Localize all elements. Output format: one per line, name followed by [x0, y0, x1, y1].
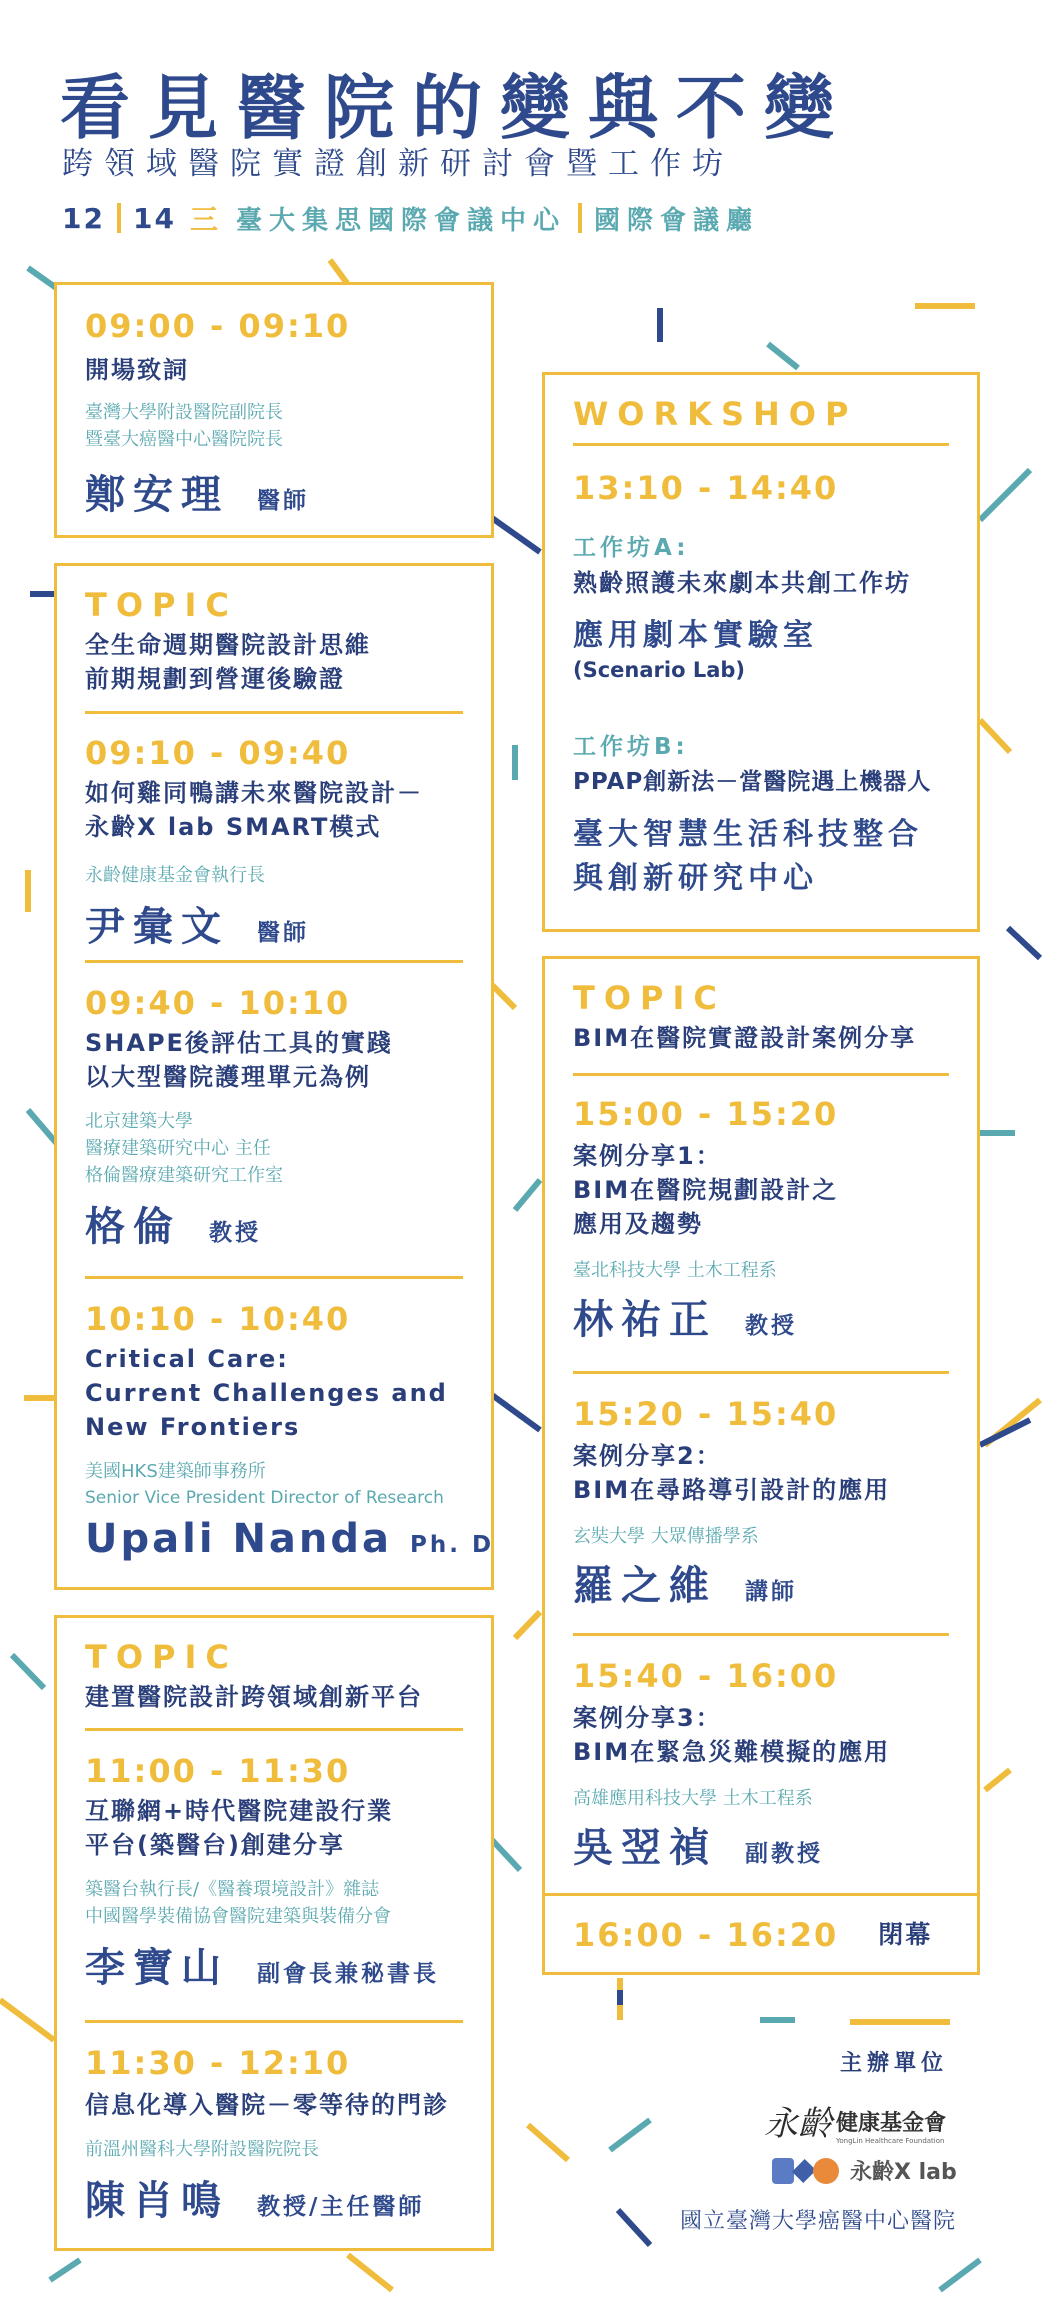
xlab-name: 永齡X lab: [850, 2160, 957, 2185]
opening-box: [54, 282, 494, 538]
session-title: New Frontiers: [85, 1413, 301, 1441]
speaker-name: 格倫: [85, 1204, 181, 1250]
topic-label: TOPIC: [85, 586, 238, 624]
topic-label: TOPIC: [85, 1638, 238, 1676]
subtitle: 跨領域醫院實證創新研討會暨工作坊: [62, 146, 734, 182]
venue: 臺大集思國際會議中心: [235, 205, 566, 236]
topic3-box: [542, 956, 980, 1896]
topic-title: 建置醫院設計跨領域創新平台: [85, 1683, 423, 1711]
main-title: 看見醫院的變與不變: [60, 67, 852, 149]
speaker-affiliation: 築醫台執行長/《醫養環境設計》雜誌: [85, 1879, 380, 1900]
session-title: BIM在緊急災難模擬的應用: [573, 1738, 891, 1766]
speaker-affiliation: 前溫州醫科大學附設醫院院長: [85, 2139, 319, 2160]
speaker: [85, 1516, 495, 1562]
session-time: 09:00 - 09:10: [85, 307, 351, 345]
speaker-affiliation: 永齡健康基金會執行長: [85, 865, 265, 886]
event-weekday: 三: [189, 203, 218, 236]
workshop-b-title: PPAP創新法－當醫院遇上機器人: [573, 769, 932, 795]
workshop-box: [542, 372, 980, 932]
session-title: 如何雞同鴨講未來醫院設計－: [85, 779, 423, 807]
session-time: 15:40 - 16:00: [573, 1657, 839, 1695]
workshop-a-label: 工作坊A:: [573, 535, 690, 561]
workshop-b-host: 臺大智慧生活科技整合: [573, 817, 923, 852]
speaker-name: Upali Nanda: [85, 1516, 393, 1562]
speaker-title: 教授: [745, 1313, 797, 1339]
speaker-name: 尹彙文: [85, 904, 229, 950]
ntuh-cancer-center: 國立臺灣大學癌醫中心醫院: [680, 2209, 957, 2234]
speaker: [573, 1816, 949, 1873]
workshop-b-host: 與創新研究中心: [573, 861, 818, 896]
speaker-affiliation: 格倫醫療建築研究工作室: [85, 1165, 283, 1186]
session-title: BIM在尋路導引設計的應用: [573, 1476, 891, 1504]
separator: [85, 711, 463, 714]
speaker-affiliation: 北京建築大學: [85, 1111, 193, 1132]
speaker: [573, 1288, 949, 1345]
speaker-affiliation: 醫療建築研究中心 主任: [85, 1138, 271, 1159]
topic-title: 全生命週期醫院設計思維: [85, 631, 371, 659]
xlab-icon: [770, 2156, 842, 2186]
speaker-title: 講師: [745, 1579, 797, 1605]
workshop-b-label: 工作坊B:: [573, 734, 689, 760]
session-time: 13:10 - 14:40: [573, 469, 839, 507]
session-time: 11:30 - 12:10: [85, 2044, 351, 2082]
workshop-label: WORKSHOP: [573, 395, 858, 433]
separator: [573, 443, 949, 446]
speaker-affiliation: 美國HKS建築師事務所: [85, 1461, 266, 1482]
topic-label: TOPIC: [573, 979, 726, 1017]
speaker-name: 鄭安理: [85, 472, 229, 518]
session-title: 應用及趨勢: [573, 1210, 703, 1238]
session-title: Current Challenges and: [85, 1379, 448, 1407]
logo-wordmark: [836, 2106, 946, 2145]
session-title: 平台(築醫台)創建分享: [85, 1831, 345, 1859]
speaker-name: 林祐正: [573, 1297, 717, 1343]
speaker-title: 教授/主任醫師: [257, 2194, 425, 2220]
workshop-a-host-en: (Scenario Lab): [573, 658, 746, 682]
topic1-box: [54, 563, 494, 1590]
speaker-affiliation: 中國醫學裝備協會醫院建築與裝備分會: [85, 1906, 391, 1927]
speaker-affiliation: 臺北科技大學 土木工程系: [573, 1260, 777, 1281]
session-title: 案例分享3：: [573, 1704, 722, 1732]
session-title: 永齡X lab SMART模式: [85, 813, 382, 841]
session-title: 以大型醫院護理單元為例: [85, 1063, 371, 1091]
speaker-name: 陳肖鳴: [85, 2178, 229, 2224]
speaker-affiliation: Senior Vice President Director of Research: [85, 1488, 444, 1508]
session-title: SHAPE後評估工具的實踐: [85, 1029, 393, 1057]
speaker-title: 教授: [209, 1220, 261, 1246]
event-month: 12: [62, 201, 105, 235]
workshop-a-host: 應用劇本實驗室: [573, 618, 818, 653]
topic-title: BIM在醫院實證設計案例分享: [573, 1024, 917, 1052]
closing-label: 閉幕: [878, 1920, 933, 1949]
speaker-affiliation: 玄奘大學 大眾傳播學系: [573, 1526, 759, 1547]
speaker: [573, 1554, 949, 1611]
separator: [573, 1633, 949, 1636]
speaker: [85, 895, 463, 952]
xlab-logo: [770, 2155, 957, 2186]
speaker-affiliation: 暨臺大癌醫中心醫院院長: [85, 429, 283, 450]
separator: [573, 1073, 949, 1076]
session-time: 09:40 - 10:10: [85, 984, 351, 1022]
speaker: [85, 463, 463, 520]
speaker: [85, 1195, 463, 1252]
separator: [85, 1276, 463, 1279]
session-time: 16:00 - 16:20: [573, 1916, 839, 1954]
closing-box: [542, 1893, 980, 1975]
hall: 國際會議廳: [593, 205, 759, 236]
session-time: 11:00 - 11:30: [85, 1752, 351, 1790]
logo-script-text: 永齡: [764, 2104, 832, 2144]
speaker-name: 羅之維: [573, 1563, 717, 1609]
divider: [578, 203, 582, 233]
session-time: 10:10 - 10:40: [85, 1300, 351, 1338]
separator: [573, 1371, 949, 1374]
logo-foundation-name: 健康基金會: [836, 2111, 947, 2136]
topic-title: 前期規劃到營運後驗證: [85, 665, 345, 693]
speaker-title: 副教授: [745, 1841, 823, 1867]
workshop-a-title: 熟齡照護未來劇本共創工作坊: [573, 569, 911, 597]
speaker: [85, 1936, 463, 1993]
session-title: 互聯網+時代醫院建設行業: [85, 1797, 394, 1825]
separator: [85, 1728, 463, 1731]
topic2-box: [54, 1615, 494, 2251]
speaker-title: 醫師: [257, 920, 309, 946]
session-title: 開場致詞: [85, 356, 189, 384]
speaker-name: 吳翌禎: [573, 1825, 717, 1871]
organizer-label: 主辦單位: [840, 2051, 949, 2076]
separator: [85, 960, 463, 963]
speaker-affiliation: 臺灣大學附設醫院副院長: [85, 402, 283, 423]
session-title: 案例分享1：: [573, 1142, 722, 1170]
session-time: 15:20 - 15:40: [573, 1395, 839, 1433]
date-venue-line: [62, 198, 759, 238]
speaker: [85, 2169, 463, 2226]
speaker-title: 醫師: [257, 488, 309, 514]
separator: [85, 2020, 463, 2023]
logo-foundation-en: YongLin Healthcare Foundation: [836, 2137, 945, 2145]
session-title: 信息化導入醫院－零等待的門診: [85, 2091, 449, 2119]
speaker-title: Ph. D: [410, 1532, 495, 1558]
session-title: BIM在醫院規劃設計之: [573, 1176, 839, 1204]
speaker-affiliation: 高雄應用科技大學 土木工程系: [573, 1788, 813, 1809]
yonglin-foundation-logo: [764, 2096, 946, 2145]
speaker-name: 李寶山: [85, 1945, 229, 1991]
session-time: 09:10 - 09:40: [85, 734, 351, 772]
session-title: Critical Care:: [85, 1345, 289, 1373]
session-time: 15:00 - 15:20: [573, 1095, 839, 1133]
event-day: 14: [132, 201, 176, 235]
session-title: 案例分享2：: [573, 1442, 722, 1470]
divider: [117, 203, 121, 233]
speaker-title: 副會長兼秘書長: [257, 1961, 439, 1987]
